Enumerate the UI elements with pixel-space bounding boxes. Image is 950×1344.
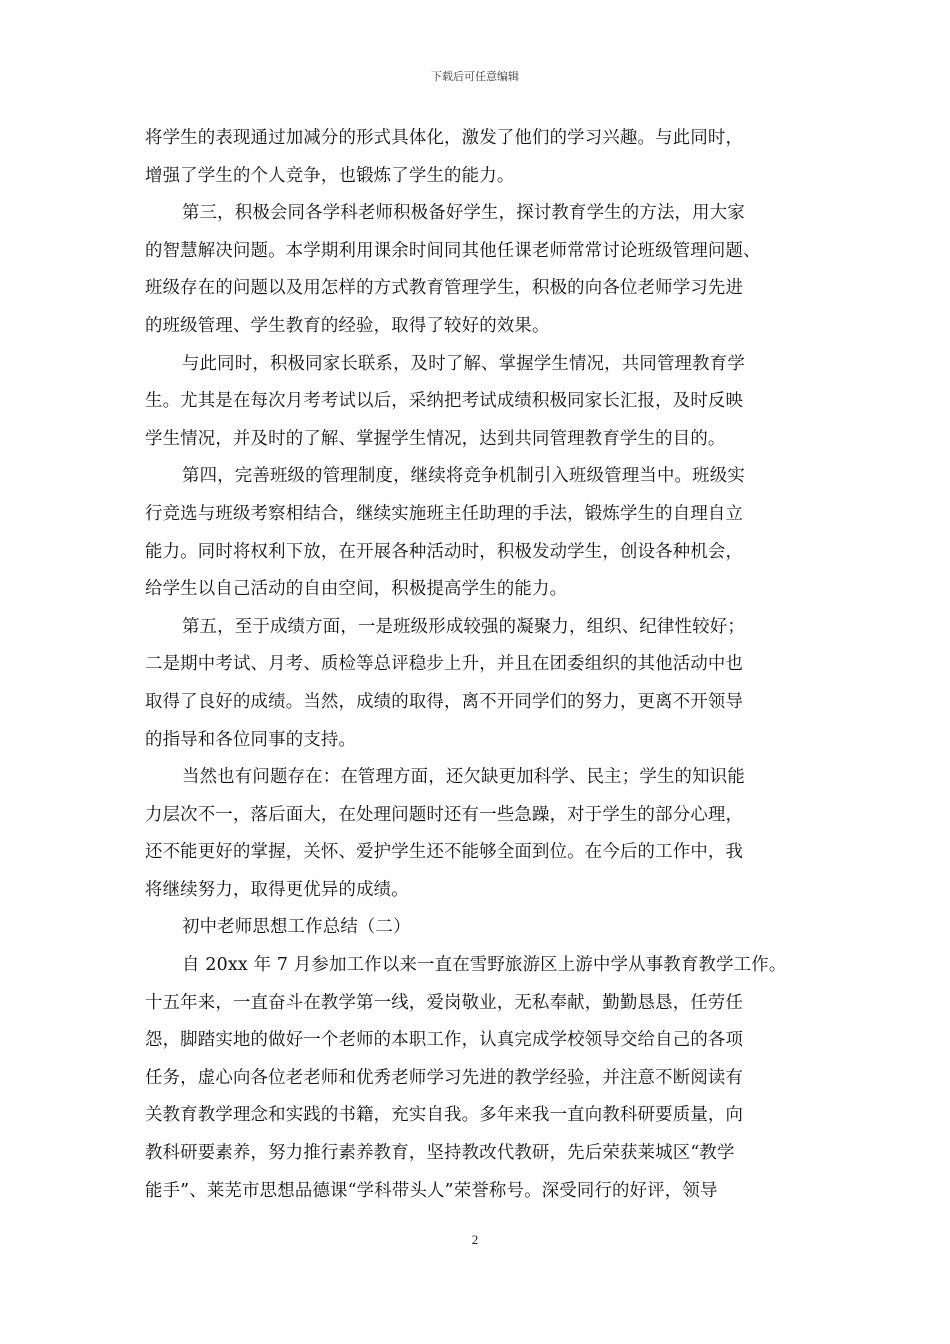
text-line: 行竞选与班级考察相结合，继续实施班主任助理的手法，锻炼学生的自理自立 [145,503,744,524]
text-line: 第四，完善班级的管理制度，继续将竞争机制引入班级管理当中。班级实 [182,466,745,487]
text-line: 自 20xx 年 7 月参加工作以来一直在雪野旅游区上游中学从事教育教学工作。 [182,955,787,976]
text-line: 还不能更好的掌握，关怀、爱护学生还不能够全面到位。在今后的工作中，我 [145,842,744,863]
text-line: 任务，虚心向各位老老师和优秀老师学习先进的教学经验，并注意不断阅读有 [145,1067,744,1088]
text-line: 第五，至于成绩方面，一是班级形成较强的凝聚力，组织、纪律性较好； [182,616,745,637]
text-line: 力层次不一，落后面大，在处理问题时还有一些急躁，对于学生的部分心理， [145,804,744,825]
text-line: 将学生的表现通过加减分的形式具体化，激发了他们的学习兴趣。与此同时， [145,128,744,148]
text-line: 与此同时，积极同家长联系，及时了解、掌握学生情况，共同管理教育学 [182,353,745,374]
header-note: 下载后可任意编辑 [431,70,519,83]
text-line: 取得了良好的成绩。当然，成绩的取得，离不开同学们的努力，更离不开领导 [145,691,744,712]
text-line: 增强了学生的个人竞争，也锻炼了学生的能力。 [145,165,515,186]
text-line: 二是期中考试、月考、质检等总评稳步上升，并且在团委组织的其他活动中也 [145,654,744,675]
text-line: 给学生以自己活动的自由空间，积极提高学生的能力。 [145,579,568,600]
text-line: 当然也有问题存在：在管理方面，还欠缺更加科学、民主；学生的知识能 [182,767,745,788]
text-line: 关教育教学理念和实践的书籍，充实自我。多年来我一直向教科研要质量，向 [145,1105,744,1126]
text-line: 怨，脚踏实地的做好一个老师的本职工作，认真完成学校领导交给自己的各项 [145,1030,744,1051]
text-line: 生。尤其是在每次月考考试以后，采纳把考试成绩积极同家长汇报，及时反映 [145,391,744,412]
text-line: 第三，积极会同各学科老师积极备好学生，探讨教育学生的方法，用大家 [182,203,745,224]
text-line: 班级存在的问题以及用怎样的方式教育管理学生，积极的向各位老师学习先进 [145,278,744,299]
text-line: 将继续努力，取得更优异的成绩。 [145,879,409,900]
text-line: 的指导和各位同事的支持。 [145,729,357,750]
text-line: 的班级管理、学生教育的经验，取得了较好的效果。 [145,315,550,336]
text-line: 学生情况，并及时的了解、掌握学生情况，达到共同管理教育学生的目的。 [145,428,726,449]
text-line: 教科研要素养，努力推行素养教育，坚持教改代教研，先后荣获莱城区“教学 [145,1143,735,1164]
text-line: 初中老师思想工作总结（二） [182,917,411,938]
document-body [145,120,810,1205]
text-line: 的智慧解决问题。本学期利用课余时间同其他任课老师常常讨论班级管理问题、 [145,240,761,261]
page-number: 2 [471,1232,479,1247]
text-line: 十五年来，一直奋斗在教学第一线，爱岗敬业，无私奉献，勤勤恳恳，任劳任 [145,992,744,1013]
text-line: 能力。同时将权利下放，在开展各种活动时，积极发动学生，创设各种机会， [145,541,744,562]
text-line: 能手”、莱芜市思想品德课“学科带头人”荣誉称号。深受同行的好评，领导 [145,1180,718,1201]
